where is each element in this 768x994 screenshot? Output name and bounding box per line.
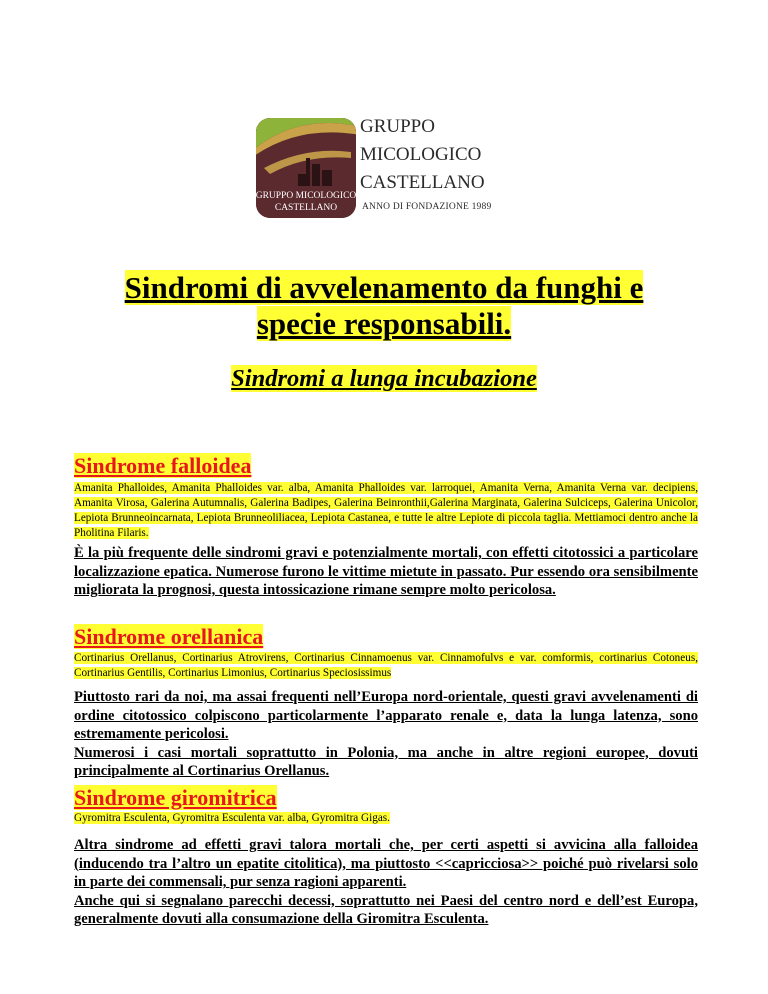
paragraph: È la più frequente delle sindromi gravi e potenzialmente mortali, con effetti citotossici a particolare localizzazione epatica. Numerose furono le vittime mietute in passato. Pur essendo ora sensibilmente migliorata la prognosi, questa intossicazione rimane sempre molto pericolosa.: [74, 545, 698, 598]
species-text: Amanita Phalloides, Amanita Phalloides var. alba, Amanita Phalloides var. larroquei, Amanita Verna, Amanita Verna var. decipiens, Amanita Virosa, Galerina Autumnalis, Galerina Badipes, Galerina Beinronthii,Galerina Marginata, Galerina Sulciceps, Galerina Unicolor, Lepiota Brunneoincarnata, Lepiota Brunneoliliacea, Lepiota Castanea, e tutte le altre Lepiote di piccola taglia. Mettiamoci dentro anche la Pholitina Filaris.: [74, 482, 698, 539]
description-orellanica: [74, 688, 698, 781]
species-text: Cortinarius Orellanus, Cortinarius Atrovirens, Cortinarius Cinnamoenus var. Cinnamofulvs e var. comformis, cortinarius Cotoneus, Cortinarius Gentilis, Cortinarius Limonius, Cortinarius Speciosissimus: [74, 652, 698, 679]
logo: [256, 116, 526, 220]
paragraph: Anche qui si segnalano parecchi decessi, soprattutto nei Paesi del centro nord e dell’est Europa, generalmente dovuti alla consumazione della Giromitra Esculenta.: [74, 892, 698, 927]
section-heading-falloidea: [74, 454, 251, 478]
species-text: Gyromitra Esculenta, Gyromitra Esculenta var. alba, Gyromitra Gigas.: [74, 812, 390, 824]
title-line-2: specie responsabili.: [256, 306, 512, 341]
description-falloidea: [74, 544, 698, 600]
logo-badge-line1: GRUPPO MICOLOGICO: [256, 191, 356, 201]
title-line-1: Sindromi di avvelenamento da funghi e: [124, 270, 644, 305]
paragraph: Piuttosto rari da noi, ma assai frequenti nell’Europa nord-orientale, questi gravi avvelenamenti di ordine citotossico colpiscono particolarmente l’apparato renale e, data la lunga latenza, sono estremamente pericolosi.: [74, 689, 698, 742]
paragraph: Numerosi i casi mortali soprattutto in Polonia, ma anche in altre regioni europee, dovuti principalmente al Cortinarius Orellanus.: [74, 744, 698, 779]
logo-word-1: GRUPPO: [360, 116, 435, 137]
page-title: [60, 270, 708, 342]
section-heading-text: Sindrome orellanica: [74, 624, 264, 649]
paragraph: Altra sindrome ad effetti gravi talora mortali che, per certi aspetti si avvicina alla falloidea (inducendo tra l’altro un epatite citolitica), ma piuttosto <<capricciosa>> poiché può rivelarsi solo in parte dei commensali, pur senza ragioni apparenti.: [74, 837, 698, 890]
logo-word-2: MICOLOGICO: [360, 144, 482, 165]
section-heading-text: Sindrome falloidea: [74, 453, 252, 478]
logo-word-3: CASTELLANO: [360, 172, 485, 193]
description-giromitrica: [74, 836, 698, 929]
species-list-falloidea: [74, 481, 698, 541]
section-heading-giromitrica: [74, 786, 277, 810]
logo-badge: [256, 118, 356, 218]
section-heading-text: Sindrome giromitrica: [74, 785, 277, 810]
section-heading-orellanica: [74, 625, 263, 649]
species-list-giromitrica: [74, 811, 698, 826]
logo-badge-line2: CASTELLANO: [274, 203, 338, 213]
page-subtitle: [60, 365, 708, 393]
species-list-orellanica: [74, 651, 698, 681]
logo-founded: ANNO DI FONDAZIONE 1989: [362, 202, 492, 212]
subtitle-text: Sindromi a lunga incubazione: [231, 365, 537, 392]
